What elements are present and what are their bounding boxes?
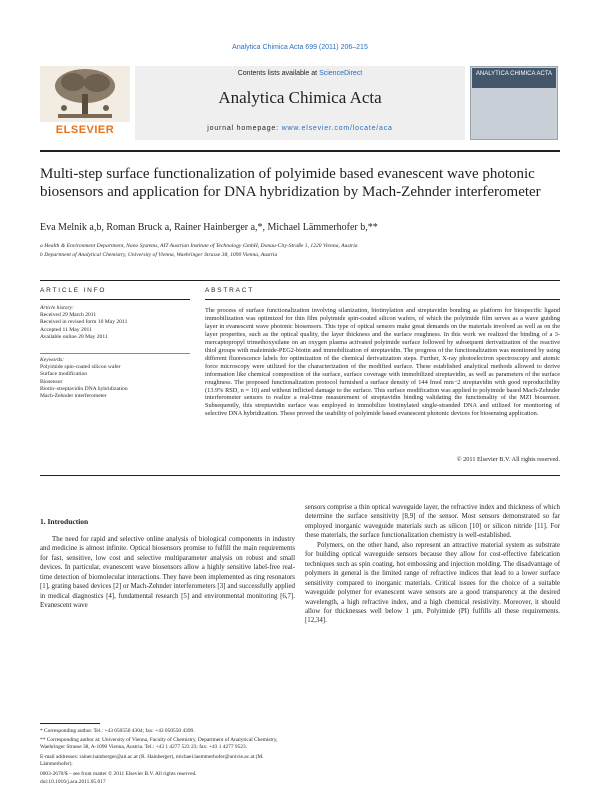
footnote-1: * Corresponding author. Tel.: +43 050550 4304; fax: +43 050550 4399. [40, 728, 195, 734]
intro-right-column [305, 503, 560, 626]
footnote-email[interactable]: E-mail addresses: rainer.hainberger@ait.ac.at (R. Hainberger), michael.laemmerhofer@univie.ac.at (M. Lämmerhofer). [40, 754, 264, 767]
header-rule [40, 150, 560, 152]
intro-paragraph: The need for rapid and selective online analysis of biological components in industry and medicine is almost infinite. Optical biosensors promise to fulfill the main requirements for fast, sensitive, low cost and selective multiparameter analysis on robust and small devices. In particular, evanescent wave biosensors allow a highly sensitive label-free real-time detection of biomolecular interactions. They have been implemented as ring resonators [1], grating based devices [2] or Mach-Zehnder interferometers [3] and successfully applied in medical diagnostics [4], fundamental research [5] and environmental monitoring [6,7]. Evanescent wave [40, 536, 295, 610]
intro-paragraph: sensors comprise a thin optical waveguide layer, the refractive index and thickness of which determine the surface sensitivity [8,9] of the sensor. Most sensors demonstrated so far employed inorganic waveguide materials such as silicon [10] or silicon nitride [11]. For these materials, the surface functionalization chemistry is well-established. [305, 504, 560, 540]
abstract-heading: ABSTRACT [205, 287, 255, 294]
issn-line: 0003-2670/$ – see front matter © 2011 Elsevier B.V. All rights reserved. [40, 771, 197, 777]
sciencedirect-link[interactable]: ScienceDirect [319, 70, 363, 77]
article-info-heading: ARTICLE INFO [40, 287, 107, 294]
keyword-item: Biotin–streptavidin DNA hybridization [40, 385, 128, 392]
keyword-item: Polyimide spin-coated silicon wafer [40, 364, 121, 371]
affiliation-b: b Department of Analytical Chemistry, University of Vienna, Waehringer Strasse 38, 1090 Vienna, Austria [40, 252, 278, 258]
abstract-rule [205, 299, 560, 300]
history-received: Received 29 March 2011 [40, 312, 97, 319]
section-rule [40, 280, 560, 281]
copyright: © 2011 Elsevier B.V. All rights reserved. [456, 456, 560, 463]
intro-left-column [40, 535, 295, 611]
history-revised: Received in revised form 10 May 2011 [40, 319, 128, 326]
contents-line [135, 70, 465, 77]
keywords-label: Keywords: [40, 357, 65, 363]
keyword-item: Biosensor [40, 378, 63, 385]
body-rule [40, 475, 560, 476]
running-head[interactable]: Analytica Chimica Acta 699 (2011) 206–215 [232, 44, 368, 51]
keywords-rule [40, 353, 190, 354]
contents-prefix: Contents lists available at [237, 70, 320, 77]
footnote-2: ** Corresponding author at: University of Vienna, Faculty of Chemistry, Department of Analytical Chemistry, Waehringer Strasse 38, A-1090 Vienna, Austria. Tel.: +43 1 4277 523 23; fax: +43 1 4277 9523. [40, 737, 278, 750]
author-list: Eva Melnik a,b, Roman Bruck a, Rainer Hainberger a,*, Michael Lämmerhofer b,** [40, 222, 378, 233]
history-accepted: Accepted 11 May 2011 [40, 326, 92, 333]
keyword-item: Mach-Zehnder interferometer [40, 393, 107, 400]
footnote-rule [40, 723, 100, 724]
article-title: Multi-step surface functionalization of polyimide based evanescent wave photonic biosensors and application for DNA hybridization by Mach-Zehnder interferometer [40, 166, 541, 200]
doi-link[interactable]: doi:10.1016/j.aca.2011.05.017 [40, 779, 106, 785]
section-heading-introduction: 1. Introduction [40, 517, 89, 526]
keywords [40, 357, 190, 400]
affiliation-a: a Health & Environment Department, Nano Systems, AIT Austrian Institute of Technology GmbH, Donau-City-Straße 1, 1220 Vienna, Austria [40, 243, 358, 249]
journal-homepage [135, 125, 465, 132]
history-label: Article history: [40, 305, 75, 311]
history-online: Available online 20 May 2011 [40, 333, 108, 340]
journal-name: Analytica Chimica Acta [218, 88, 382, 107]
homepage-link[interactable]: www.elsevier.com/locate/aca [281, 125, 393, 132]
elsevier-logo-text: ELSEVIER [55, 124, 115, 136]
homepage-prefix: journal homepage: [207, 125, 282, 132]
article-history [40, 305, 190, 341]
intro-paragraph: Polymers, on the other hand, also represent an attractive material system as substrate for building optical waveguide sensors because they allow for cost-effective fabrication techniques such as spin coating, hot embossing and injection molding. The disadvantage of polymers in general is the limited range of refractive indices that lead to a lower surface sensitivity compared to inorganic materials. Critical issues for the choice of a suitable waveguide polymer for evanescent wave sensors are a good transparency at the desired wavelength, a high refractive index, and a high chemical resistivity. Moreover, it should allow for thicknesses well below 1 µm. Polyimide (PI) fulfills all these requirements. [12,34]. [305, 541, 560, 625]
cover-title: ANALYTICA CHIMICA ACTA [475, 71, 553, 77]
abstract-text: The process of surface functionalization involving silanization, biotinylation and streptavidin bonding as platform for biospecific ligand immobilization was optimized for thin film polyimide spin-coated silicon wafers, of which the polyimide film serves as a wave guiding layer in evanescent wave photonic biosensors. This type of optical sensors make great demands on the materials involved as well as on the layer properties, such as the optical quality, the layer thickness and the surface roughness. In this work we realized the binding of a 3-mercaptopropyl trimethoxysilane on an oxygen plasma activated polyimide surface followed by subsequent derivatization of the reactive thiol groups with maleimide-PEG2-biotin and immobilization of streptavidin. The progress of the functionalization was monitored by using different fluorescence labels for optimization of the chemical derivatization steps. Further, X-ray photoelectron spectroscopy and atomic force microscopy were utilized for the characterization of the modified surface. These established analytical methods allowed to derive information like chemical composition of the surface, surface coverage with immobilized streptavidin, as well as parameters of the surface roughness. The proposed functionalization protocol furnished a surface density of 144 fmol mm−2 streptavidin with good reproducibility (13.9% RSD, n = 10) and without inflicted damage to the surface. This surface modification was applied to polyimide based Mach-Zehnder interferometer sensors to realize a real-time measurement of streptavidin binding validating the functionality of the MZI biosensor. Subsequently, this streptavidin surface was employed to immobilize biotinylated single-stranded DNA and utilized for monitoring of selective DNA hybridization. These proved the usability of polyimide based evanescent photonic devices for biosensing application. [205, 307, 560, 418]
article-info-rule [40, 299, 190, 300]
keyword-item: Surface modification [40, 371, 88, 378]
